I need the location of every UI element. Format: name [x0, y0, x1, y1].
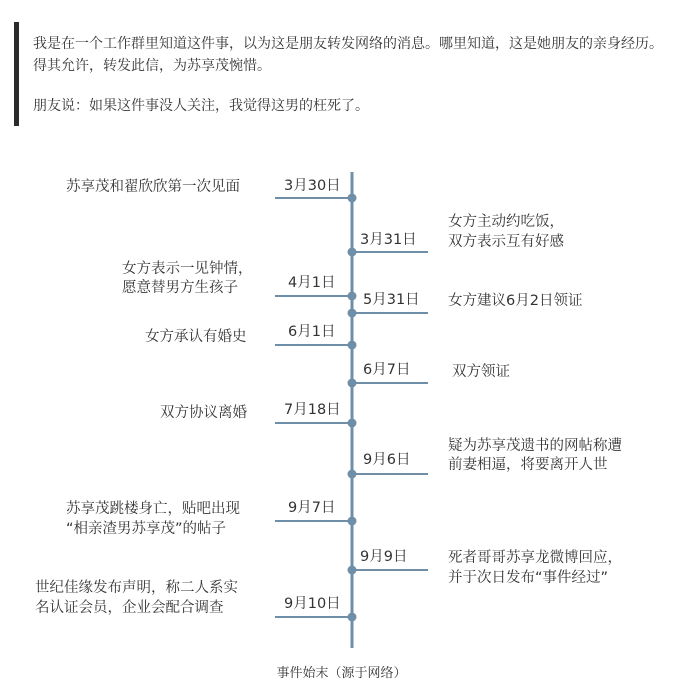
- event-text-left: 双方协议离婚: [160, 405, 247, 421]
- quote-paragraph-1: 我是在一个工作群里知道这件事，以为这是朋友转发网络的消息。哪里知道，这是她朋友的亲身经历。得其允许，转发此信，为苏享茂惋惜。: [33, 36, 663, 74]
- timeline-node: [348, 566, 357, 575]
- event-text-left: 苏享茂跳楼身亡，贴吧出现: [66, 501, 240, 517]
- timeline-node: [348, 292, 357, 301]
- event-text-right: 女方主动约吃饭，: [448, 214, 564, 230]
- event-text-right: 前妻相逼，将要离开人世: [448, 457, 608, 473]
- timeline-node: [348, 341, 357, 350]
- event-text-right: 并于次日发布“事件经过”: [448, 570, 609, 586]
- figure-caption: 事件始末（源于网络）: [276, 666, 407, 681]
- event-date-right: 9月9日: [360, 549, 408, 565]
- timeline-node: [348, 470, 357, 479]
- event-date-left: 3月30日: [284, 178, 341, 194]
- timeline-node: [348, 248, 357, 257]
- timeline-node: [348, 194, 357, 203]
- event-text-left: 名认证会员，企业会配合调查: [35, 600, 224, 616]
- event-date-right: 5月31日: [363, 292, 420, 308]
- quote-paragraph-2: 朋友说：如果这件事没人关注，我觉得这男的枉死了。: [33, 98, 369, 114]
- event-text-left: 女方表示一见钟情，: [122, 261, 253, 277]
- timeline-node: [348, 309, 357, 318]
- timeline-node: [348, 517, 357, 526]
- event-text-right: 死者哥哥苏享龙微博回应，: [448, 550, 622, 566]
- event-text-right: 双方表示互有好感: [448, 234, 564, 250]
- event-date-left: 6月1日: [288, 324, 336, 340]
- event-text-left: 世纪佳缘发布声明，称二人系实: [35, 580, 238, 596]
- event-date-right: 6月7日: [363, 362, 411, 378]
- event-date-right: 3月31日: [360, 232, 417, 248]
- event-text-right: 女方建议6月2日领证: [448, 293, 583, 309]
- event-date-left: 4月1日: [288, 275, 336, 291]
- event-date-left: 9月7日: [288, 500, 336, 516]
- event-text-left: 苏享茂和翟欣欣第一次见面: [66, 179, 240, 195]
- timeline-node: [348, 613, 357, 622]
- event-text-left: 愿意替男方生孩子: [122, 280, 238, 296]
- event-text-left: “相亲渣男苏享茂”的帖子: [66, 521, 227, 537]
- event-text-right: 疑为苏享茂遗书的网帖称遭: [448, 438, 622, 454]
- event-date-left: 9月10日: [284, 596, 341, 612]
- event-text-right: 双方领证: [452, 364, 510, 380]
- event-date-left: 7月18日: [284, 402, 341, 418]
- timeline-node: [348, 419, 357, 428]
- timeline-node: [348, 379, 357, 388]
- event-date-right: 9月6日: [363, 452, 411, 468]
- event-text-left: 女方承认有婚史: [145, 329, 247, 345]
